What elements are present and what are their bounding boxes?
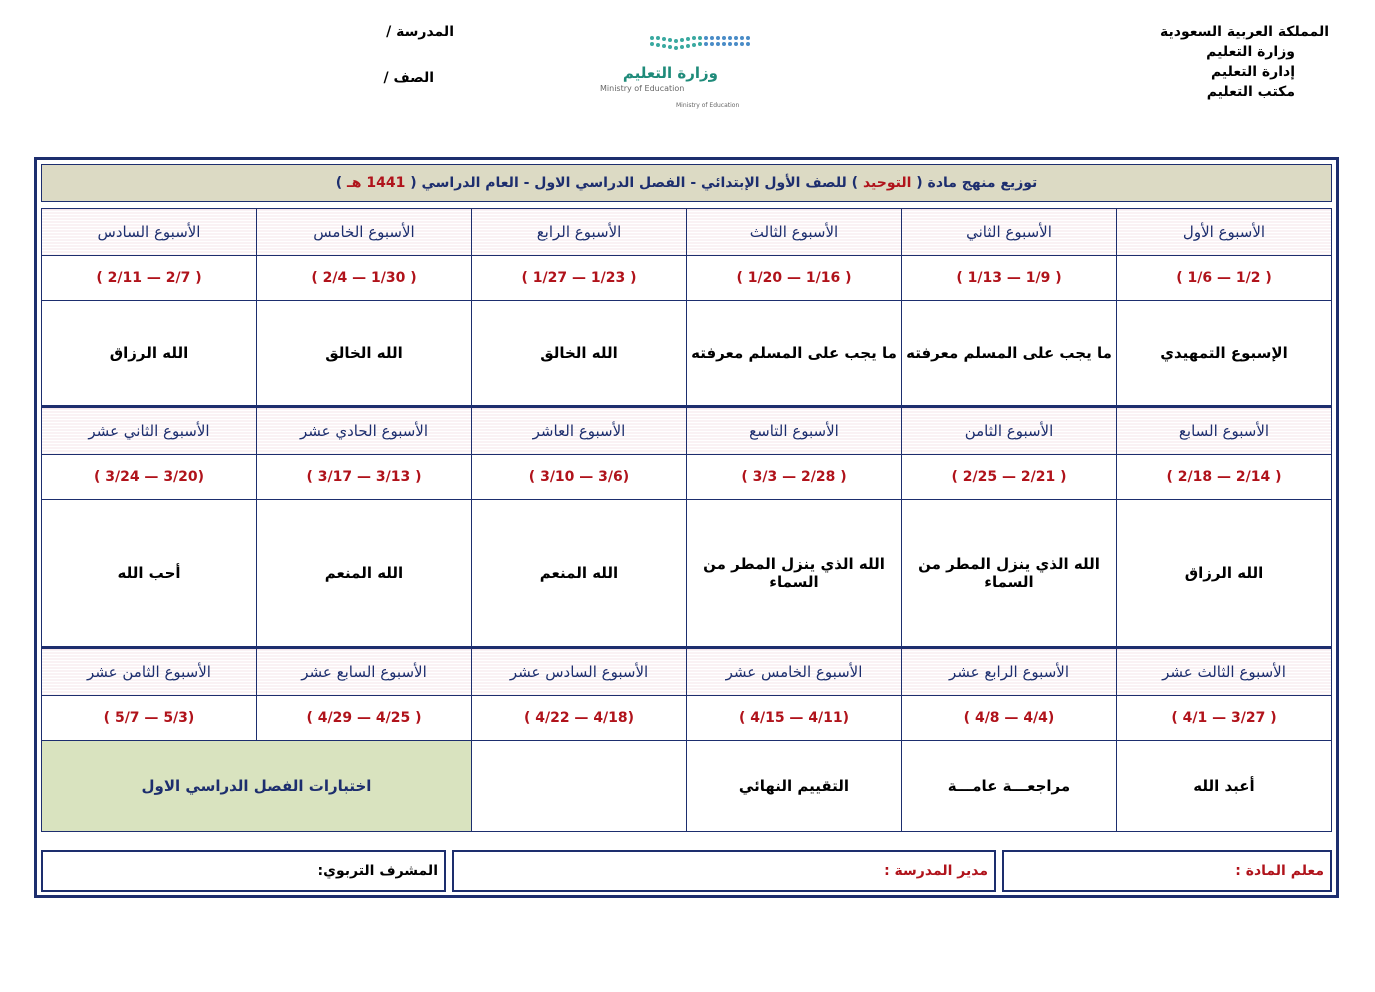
directorate-name: إدارة التعليم (1210, 64, 1295, 80)
date-cell: ( 1/9 — 1/13 ) (902, 256, 1117, 301)
topic-cell: التقييم النهائي (687, 741, 902, 832)
teacher-signature-box (1002, 850, 1332, 892)
week-cell: الأسبوع الثاني عشر (42, 407, 257, 455)
date-cell: (4/18 — 4/22 ) (472, 696, 687, 741)
schedule-table (41, 208, 1332, 832)
page-title (41, 164, 1332, 202)
signature-footer (41, 850, 1332, 892)
topic-cell: الإسبوع التمهيدي (1117, 301, 1332, 407)
week-cell: الأسبوع الثالث عشر (1117, 648, 1332, 696)
title-year: 1441 هـ (346, 175, 406, 191)
principal-signature-box (452, 850, 996, 892)
title-prefix: توزيع منهج مادة ( (916, 175, 1038, 191)
week-cell: الأسبوع الأول (1117, 209, 1332, 256)
week-cell: الأسبوع الثاني (902, 209, 1117, 256)
date-cell: ( 4/25 — 4/29 ) (257, 696, 472, 741)
table-row (42, 209, 1332, 256)
class-label: الصف / (383, 70, 434, 86)
week-cell: الأسبوع العاشر (472, 407, 687, 455)
week-cell: الأسبوع الثامن (902, 407, 1117, 455)
office-name: مكتب التعليم (1206, 84, 1295, 100)
logo-english: Ministry of Education (600, 84, 685, 93)
topic-cell: الله المنعم (472, 500, 687, 648)
week-cell: الأسبوع الثامن عشر (42, 648, 257, 696)
week-cell: الأسبوع السابع (1117, 407, 1332, 455)
topic-cell: الله الرزاق (1117, 500, 1332, 648)
topic-cell: الله المنعم (257, 500, 472, 648)
topic-cell: الله الخالق (257, 301, 472, 407)
school-label: المدرسة / (386, 24, 454, 40)
topic-cell: الله الذي ينزل المطر من السماء (687, 500, 902, 648)
date-cell: (3/6 — 3/10 ) (472, 455, 687, 500)
topic-cell: أعبد الله (1117, 741, 1332, 832)
date-cell: ( 1/23 — 1/27 ) (472, 256, 687, 301)
date-cell: (4/11 — 4/15 ) (687, 696, 902, 741)
topic-cell: ما يجب على المسلم معرفته (902, 301, 1117, 407)
week-cell: الأسبوع الرابع عشر (902, 648, 1117, 696)
date-cell: ( 2/21 — 2/25 ) (902, 455, 1117, 500)
table-row (42, 256, 1332, 301)
topic-cell: أحب الله (42, 500, 257, 648)
principal-label: مدير المدرسة : (884, 863, 988, 879)
table-row (42, 648, 1332, 696)
title-suffix: ) (335, 175, 343, 191)
table-row (42, 407, 1332, 455)
week-cell: الأسبوع السادس عشر (472, 648, 687, 696)
week-cell: الأسبوع الخامس عشر (687, 648, 902, 696)
table-row (42, 696, 1332, 741)
week-cell: الأسبوع التاسع (687, 407, 902, 455)
date-cell: ( 3/27 — 4/1 ) (1117, 696, 1332, 741)
week-cell: الأسبوع السابع عشر (257, 648, 472, 696)
date-cell: ( 2/28 — 3/3 ) (687, 455, 902, 500)
date-cell: ( 1/16 — 1/20 ) (687, 256, 902, 301)
table-row (42, 455, 1332, 500)
date-cell: ( 3/13 — 3/17 ) (257, 455, 472, 500)
date-cell: ( 1/2 — 1/6 ) (1117, 256, 1332, 301)
week-cell: الأسبوع الرابع (472, 209, 687, 256)
topic-cell (472, 741, 687, 832)
date-cell: ( 1/30 — 2/4 ) (257, 256, 472, 301)
logo-english-small: Ministry of Education (676, 102, 740, 109)
table-row (42, 500, 1332, 648)
week-cell: الأسبوع الحادي عشر (257, 407, 472, 455)
date-cell: ( 2/14 — 2/18 ) (1117, 455, 1332, 500)
week-cell: الأسبوع الخامس (257, 209, 472, 256)
topic-cell: الله الرزاق (42, 301, 257, 407)
ministry-header (1089, 22, 1329, 102)
table-row (42, 301, 1332, 407)
curriculum-table-frame (34, 157, 1339, 898)
title-middle: ) للصف الأول الإبتدائي - الفصل الدراسي الاول - العام الدراسي ( (410, 175, 859, 191)
ministry-name: وزارة التعليم (1206, 44, 1295, 60)
topic-cell: الله الذي ينزل المطر من السماء (902, 500, 1117, 648)
date-cell: (5/3 — 5/7 ) (42, 696, 257, 741)
title-subject: التوحيد (862, 175, 912, 191)
supervisor-signature-box (41, 850, 446, 892)
date-cell: ( 2/7 — 2/11 ) (42, 256, 257, 301)
date-cell: (3/20 — 3/24 ) (42, 455, 257, 500)
topic-cell: ما يجب على المسلم معرفته (687, 301, 902, 407)
country-name: المملكة العربية السعودية (1160, 24, 1329, 40)
logo-text: وزارة التعليم (622, 64, 718, 82)
table-row (42, 741, 1332, 832)
week-cell: الأسبوع السادس (42, 209, 257, 256)
week-cell: الأسبوع الثالث (687, 209, 902, 256)
topic-cell: الله الخالق (472, 301, 687, 407)
date-cell: (4/4 — 4/8 ) (902, 696, 1117, 741)
supervisor-label: المشرف التربوي: (317, 863, 438, 879)
teacher-label: معلم المادة : (1235, 863, 1324, 879)
exam-cell: اختبارات الفصل الدراسي الاول (42, 741, 472, 832)
topic-cell: مراجعـــة عامـــة (902, 741, 1117, 832)
